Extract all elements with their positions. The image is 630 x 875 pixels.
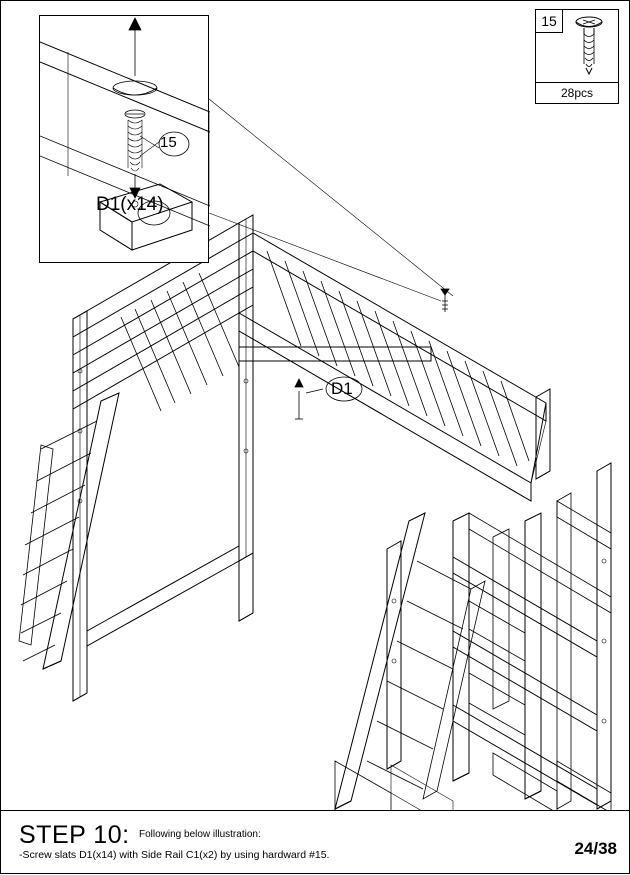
screw-icon: [566, 14, 612, 78]
ladder-rungs-left: [21, 421, 97, 661]
callout-15-label: 15: [160, 134, 177, 151]
part-number-tag: 15: [536, 10, 563, 33]
detail-inset-drawing: [40, 16, 210, 264]
screw-indicator-main: [441, 289, 449, 312]
detail-inset: [39, 15, 209, 263]
step-description: -Screw slats D1(x14) with Side Rail C1(x2) by using hardward #15.: [19, 849, 330, 861]
parts-legend-top-row: [536, 10, 618, 83]
slat-group-D1: [121, 251, 529, 466]
page-number: 24/38: [574, 839, 617, 858]
main-part-label-d1: D1: [331, 379, 353, 398]
step-footer: [1, 810, 629, 873]
part-quantity: 28pcs: [560, 86, 594, 100]
detail-part-label-d1: D1(x14): [96, 194, 164, 215]
parts-legend-box: [535, 9, 619, 104]
screw-insert-detail: [113, 18, 157, 207]
step-title: STEP 10:: [19, 821, 130, 849]
step-subtitle: Following below illustration:: [139, 829, 261, 840]
ladder-rungs-right: [367, 561, 471, 789]
